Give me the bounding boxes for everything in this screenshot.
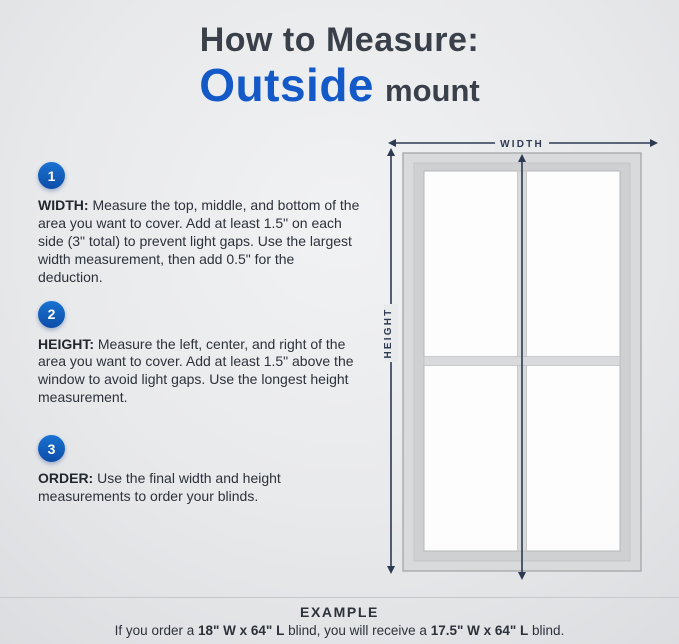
step-label: ORDER: [38,470,94,487]
page-title [0,22,679,110]
example-prefix: If you order a [114,623,195,638]
step-number-badge: 2 [38,301,65,328]
steps-list [38,162,360,520]
step-label: HEIGHT: [38,335,94,352]
height-arrow [383,148,398,574]
step-text: Measure the top, middle, and bottom of the area you want to cover. Add at least 1.5" on each side (3" total) to prevent light gaps. Use the largest width measurement, then add 0.5" for the deduction. [38,197,360,285]
step-item-2 [38,301,360,408]
step-text: Measure the left, center, and right of the area you want to cover. Add at least 1.5" above the window to avoid light gaps. Use the longest height measurement. [38,335,354,406]
example-text [0,623,679,638]
title-line2 [0,59,679,112]
step-number-badge: 1 [38,162,65,189]
step-label: WIDTH: [38,197,89,213]
height-arrow-label: HEIGHT [383,307,394,359]
received-size: 17.5" W x 64" L [430,623,529,638]
footer-divider [0,597,679,598]
width-arrow [388,134,658,151]
step-number-badge: 3 [38,435,65,462]
title-suffix: mount [385,73,480,109]
title-line1: How to Measure: [199,21,480,59]
step-item-3 [38,435,360,506]
title-mount-type: Outside [199,59,375,112]
example-middle: blind, you will receive a [288,623,427,638]
step-text: Use the final width and height measurements to order your blinds. [38,470,281,505]
width-arrow-label: WIDTH [500,139,544,150]
step-text-block [38,336,360,408]
window-diagram [372,128,672,593]
ordered-size: 18" W x 64" L [197,623,285,638]
example-heading: EXAMPLE [300,604,379,620]
step-text-block [38,470,360,506]
step-text-block [38,197,360,287]
example-suffix: blind. [532,623,565,638]
step-item-1 [38,162,360,287]
